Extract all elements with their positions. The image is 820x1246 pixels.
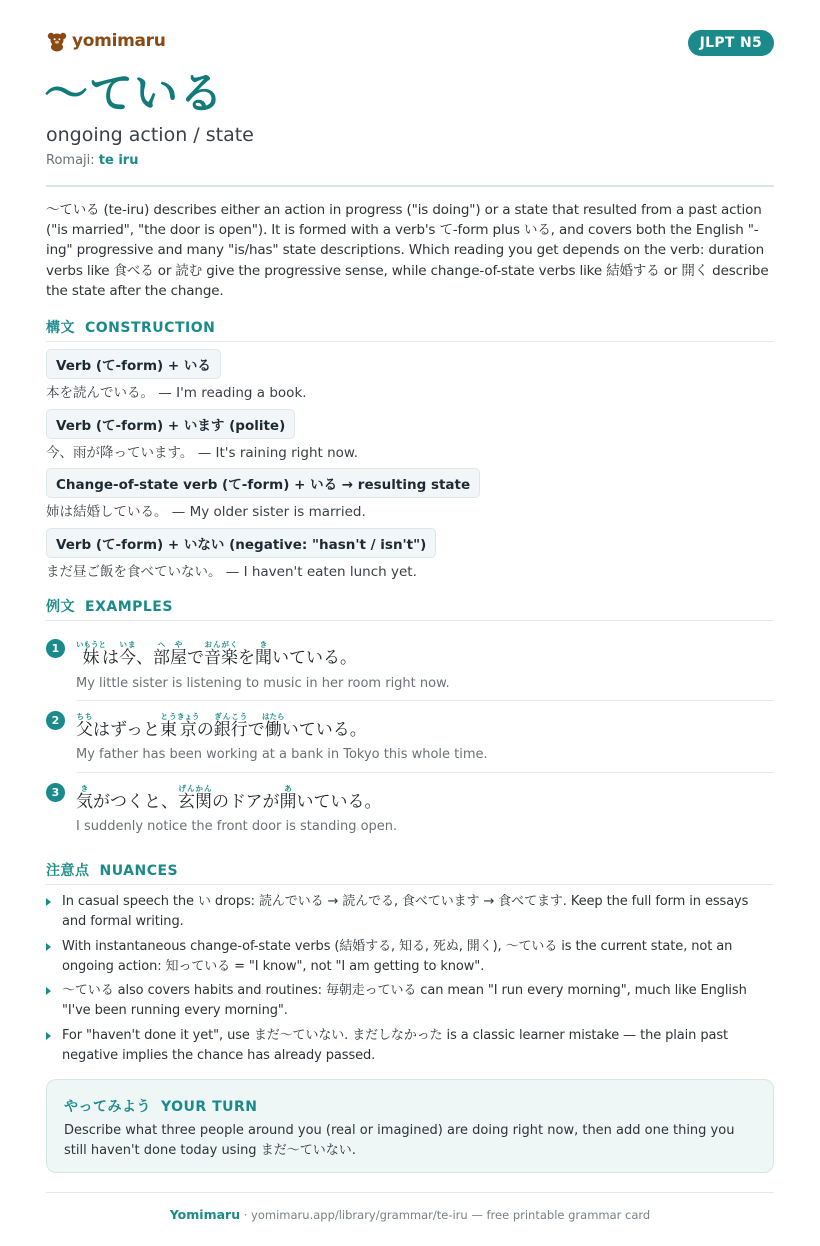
header (46, 30, 774, 58)
sentence-text: いている。 (296, 792, 382, 812)
section-divider (46, 620, 774, 621)
section-divider (46, 341, 774, 342)
your-turn-box (46, 1079, 774, 1173)
construction-example: 姉は結婚している。 — My older sister is married. (46, 504, 366, 520)
example-sentence-jp (76, 640, 357, 668)
ruby-word: 開あ (279, 784, 297, 812)
section-heading-en: NUANCES (99, 863, 179, 879)
construction-pattern: Change-of-state verb (て-form) + いる → resulting state (46, 468, 480, 498)
nuance-item: With instantaneous change-of-state verbs (結婚する, 知る, 死ぬ, 開く), 〜ている is the current state, not an ongoing action: 知っている = "I know", not "I am getting to know". (62, 939, 733, 974)
nuance-item: In casual speech the い drops: 読んでいる → 読んでる, 食べています → 食べてます. Keep the full form in essays and formal writing. (62, 894, 749, 929)
construction-pattern: Verb (て-form) + います (polite) (46, 409, 295, 439)
ruby-word: 音楽おんがく (204, 640, 238, 668)
bullet-icon (46, 943, 51, 951)
sentence-text: は (102, 648, 119, 668)
romaji-line (46, 153, 138, 168)
ruby-word: 聞き (255, 640, 272, 668)
section-heading-en: CONSTRUCTION (85, 320, 216, 336)
construction-pattern: Verb (て-form) + いない (negative: "hasn't / isn't") (46, 528, 436, 558)
section-heading-examples (46, 596, 173, 616)
furigana: いま (119, 640, 136, 649)
bullet-icon (46, 1032, 51, 1040)
construction-example: 今、雨が降っています。 — It's raining right now. (46, 445, 359, 461)
example-sentence-jp (76, 712, 367, 740)
sentence-text: の (196, 720, 214, 740)
sentence-text: で (247, 720, 265, 740)
furigana: きょう (176, 712, 200, 721)
jlpt-badge: JLPT N5 (688, 30, 774, 56)
your-turn-heading-en: YOUR TURN (161, 1099, 258, 1115)
sentence-text: 、 (136, 648, 153, 668)
page-subtitle: ongoing action / state (46, 124, 254, 146)
construction-example: まだ昼ご飯を食べていない。 — I haven't eaten lunch yet. (46, 564, 417, 580)
intro-paragraph: 〜ている (te-iru) describes either an action in progress ("is doing") or a state that resulted from a past action ("is married", "the door is open"). It is formed with a verb's て-form plus いる, and covers both the English "-ing" progressive and many "is/has" state descriptions. Which reading you get depends on the verb: duration verbs like 食べる or 読む give the progressive sense, while change-of-state verbs like 結婚する or 開く describe the state after the change. (46, 202, 769, 299)
furigana: あ (279, 784, 297, 793)
sentence-text: がつくと、 (93, 792, 178, 812)
ruby-word: 父ちち (76, 712, 93, 740)
bullet-icon (46, 987, 51, 995)
example-divider (76, 700, 774, 701)
ruby-word: 東とう (159, 712, 177, 740)
ruby-word: 今いま (119, 640, 136, 668)
construction-example: 本を読んでいる。 — I'm reading a book. (46, 385, 307, 401)
section-heading-construction (46, 317, 215, 337)
your-turn-heading (64, 1096, 257, 1116)
furigana: ぎんこう (213, 712, 248, 721)
example-divider (76, 772, 774, 773)
furigana: き (255, 640, 272, 649)
bullet-icon (46, 898, 51, 906)
section-heading-jp: 注意点 (46, 863, 90, 879)
example-translation: I suddenly notice the front door is standing open. (76, 819, 398, 834)
sentence-text: のドアが (212, 792, 280, 812)
section-heading-jp: 構文 (46, 320, 75, 336)
sentence-text: はずっと (93, 720, 160, 740)
ruby-word: 気き (76, 784, 93, 812)
example-number: 2 (46, 711, 65, 730)
romaji-label: Romaji: (46, 153, 95, 168)
romaji-value: te iru (98, 153, 139, 168)
sentence-text: を (238, 648, 255, 668)
ruby-word: 部へ (153, 640, 170, 668)
furigana: はたら (261, 712, 285, 721)
example-number: 3 (46, 783, 65, 802)
ruby-word: 働はたら (261, 712, 285, 740)
sentence-text: いている。 (272, 648, 357, 668)
section-heading-jp: 例文 (46, 599, 75, 615)
example-translation: My father has been working at a bank in Tokyo this whole time. (76, 747, 488, 762)
example-translation: My little sister is listening to music in her room right now. (76, 676, 450, 691)
furigana: げんかん (178, 784, 212, 793)
furigana: や (170, 640, 187, 649)
ruby-word: 京きょう (176, 712, 200, 740)
footer-divider (46, 1192, 774, 1193)
bear-icon (46, 30, 68, 52)
section-heading-nuances (46, 860, 178, 880)
furigana: へ (153, 640, 170, 649)
footer-brand[interactable]: Yomimaru (169, 1207, 241, 1222)
footer-text: · yomimaru.app/library/grammar/te-iru — free printable grammar card (240, 1208, 651, 1222)
sentence-text: で (187, 648, 204, 668)
example-number: 1 (46, 639, 65, 658)
furigana: とう (159, 712, 177, 721)
ruby-word: 屋や (170, 640, 187, 668)
title-divider (46, 185, 774, 187)
page-title: 〜ている (44, 68, 224, 119)
ruby-word: 玄関げんかん (178, 784, 212, 812)
furigana: き (76, 784, 93, 793)
ruby-word: 銀行ぎんこう (213, 712, 248, 740)
nuance-item: 〜ている also covers habits and routines: 毎朝走っている can mean "I run every morning", much like English "I've been running every morning". (62, 983, 747, 1018)
your-turn-text: Describe what three people around you (real or imagined) are doing right now, then add one thing you still haven't done today using まだ〜ていない. (64, 1123, 735, 1158)
ruby-word: 妹いもうと (76, 640, 106, 668)
section-heading-en: EXAMPLES (85, 599, 173, 615)
example-sentence-jp (76, 784, 382, 812)
furigana: いもうと (76, 640, 106, 649)
sentence-text: いている。 (281, 720, 367, 740)
logo[interactable] (46, 30, 166, 52)
footer (0, 1207, 820, 1222)
logo-text: yomimaru (72, 31, 166, 51)
your-turn-heading-jp: やってみよう (64, 1099, 151, 1115)
nuance-item: For "haven't done it yet", use まだ〜ていない. まだしなかった is a classic learner mistake — the plain past negative implies the chance has already passed. (62, 1028, 729, 1063)
furigana: ちち (76, 712, 93, 721)
construction-pattern: Verb (て-form) + いる (46, 349, 221, 379)
furigana: おんがく (204, 640, 238, 649)
section-divider (46, 884, 774, 885)
